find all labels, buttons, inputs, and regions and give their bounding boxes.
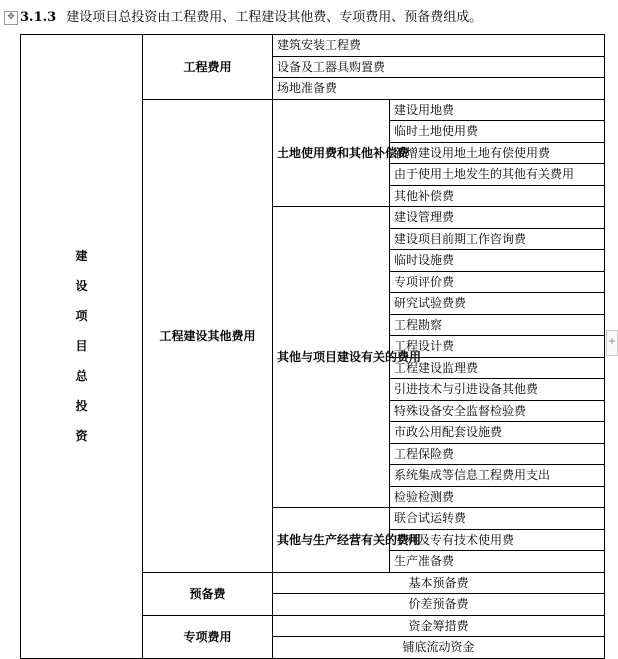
plus-icon[interactable]: + (606, 330, 618, 356)
category-engineering: 工程费用 (143, 35, 273, 100)
root-char: 项 (75, 309, 88, 324)
category-special: 专项费用 (143, 615, 273, 658)
cost-item: 资金筹措费 (273, 615, 605, 637)
cost-item: 联合试运转费 (390, 508, 605, 530)
category-reserve: 预备费 (143, 572, 273, 615)
cost-item: 临时土地使用费 (390, 121, 605, 143)
root-char: 目 (75, 339, 88, 354)
cost-item: 临时设施费 (390, 250, 605, 272)
cost-item: 铺底流动资金 (273, 637, 605, 659)
cost-item: 系统集成等信息工程费用支出 (390, 465, 605, 487)
section-text: 建设项目总投资由工程费用、工程建设其他费、专项费用、预备费组成。 (66, 10, 483, 25)
move-handle-icon[interactable]: ✥ (4, 11, 18, 25)
category-other: 工程建设其他费用 (143, 99, 273, 572)
subcategory-land: 土地使用费和其他补偿费 (273, 99, 390, 207)
cost-item: 设备及工器具购置费 (273, 56, 605, 78)
cost-item: 引进技术与引进设备其他费 (390, 379, 605, 401)
cost-item: 新增建设用地土地有偿使用费 (390, 142, 605, 164)
root-char: 建 (75, 249, 88, 264)
cost-item: 工程建设监理费 (390, 357, 605, 379)
cost-item: 建设管理费 (390, 207, 605, 229)
root-char: 总 (75, 369, 88, 384)
cost-item: 建筑安装工程费 (273, 35, 605, 57)
cost-item: 研究试验费费 (390, 293, 605, 315)
cost-item: 基本预备费 (273, 572, 605, 594)
cost-item: 其他补偿费 (390, 185, 605, 207)
cost-item: 价差预备费 (273, 594, 605, 616)
section-number: 3.1.3 (20, 10, 57, 25)
cost-item: 工程设计费 (390, 336, 605, 358)
cost-item: 工程勘察 (390, 314, 605, 336)
section-heading (4, 8, 604, 28)
cost-item: 检验检测费 (390, 486, 605, 508)
cost-item: 由于使用土地发生的其他有关费用 (390, 164, 605, 186)
root-char: 投 (75, 399, 88, 414)
root-char: 资 (75, 429, 88, 444)
cost-item: 建设项目前期工作咨询费 (390, 228, 605, 250)
subcategory-project: 其他与项目建设有关的费用 (273, 207, 390, 508)
cost-item: 生产准备费 (390, 551, 605, 573)
cost-item: 专项评价费 (390, 271, 605, 293)
cost-item: 特殊设备安全监督检验费 (390, 400, 605, 422)
root-cell (21, 35, 143, 659)
cost-item: 专利及专有技术使用费 (390, 529, 605, 551)
cost-item: 工程保险费 (390, 443, 605, 465)
subcategory-production: 其他与生产经营有关的费用 (273, 508, 390, 573)
cost-item: 市政公用配套设施费 (390, 422, 605, 444)
root-char: 设 (75, 279, 88, 294)
cost-composition-table (20, 34, 605, 659)
cost-item: 建设用地费 (390, 99, 605, 121)
cost-item: 场地准备费 (273, 78, 605, 100)
